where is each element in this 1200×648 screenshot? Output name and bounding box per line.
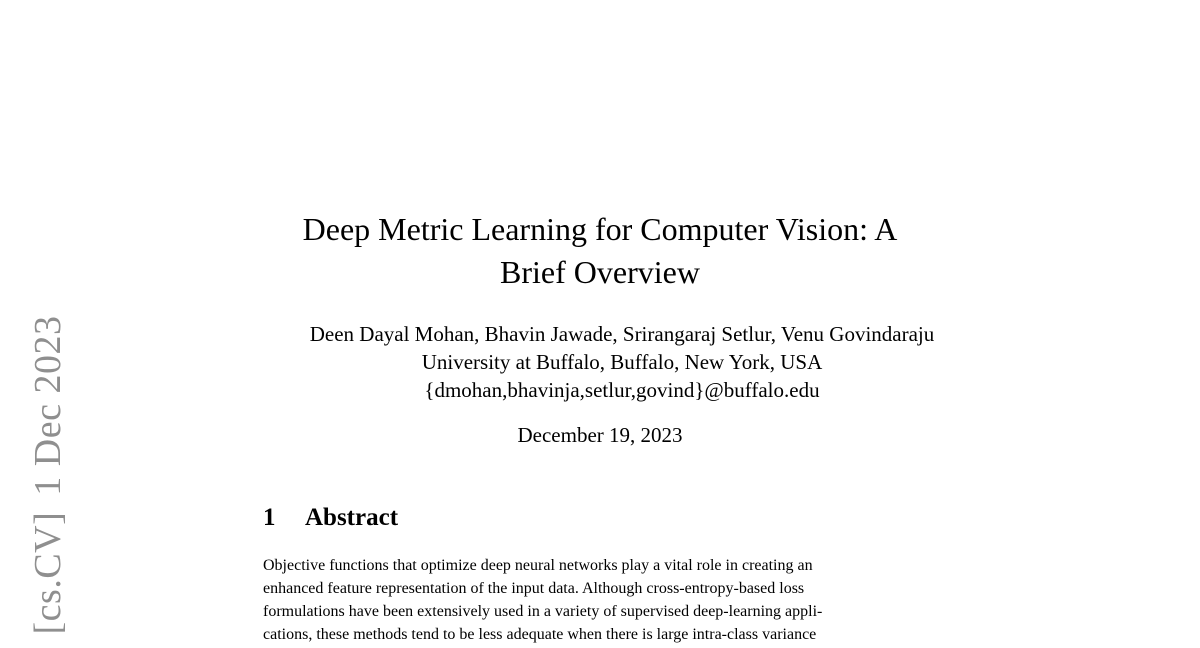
arxiv-date: 1 Dec 2023: [27, 315, 69, 496]
arxiv-category: [cs.CV]: [27, 511, 69, 635]
author-affiliation: University at Buffalo, Buffalo, New York, USA: [421, 350, 823, 374]
paper-date: December 19, 2023: [517, 423, 683, 447]
section-heading-abstract: [263, 502, 398, 534]
abstract-line: formulations have been extensively used in a variety of supervised deep-learning appli-: [263, 603, 823, 620]
paper-title: [200, 208, 1000, 294]
abstract-line: enhanced feature representation of the input data. Although cross-entropy-based loss: [263, 580, 805, 597]
paper-title-line-2: Brief Overview: [500, 254, 700, 290]
author-emails: {dmohan,bhavinja,setlur,govind}@buffalo.edu: [424, 378, 820, 402]
paper-title-line-1: Deep Metric Learning for Computer Vision: A: [302, 211, 898, 247]
arxiv-identifier-stamp: [26, 316, 70, 635]
author-block: [222, 320, 1022, 404]
abstract-line: Objective functions that optimize deep neural networks play a vital role in creating an: [263, 557, 813, 574]
author-names: Deen Dayal Mohan, Bhavin Jawade, Srirangaraj Setlur, Venu Govindaraju: [309, 322, 935, 346]
section-title: Abstract: [305, 504, 399, 531]
section-number: 1: [263, 504, 276, 531]
abstract-line: cations, these methods tend to be less adequate when there is large intra-class variance: [263, 626, 817, 643]
abstract-body: [263, 554, 953, 646]
